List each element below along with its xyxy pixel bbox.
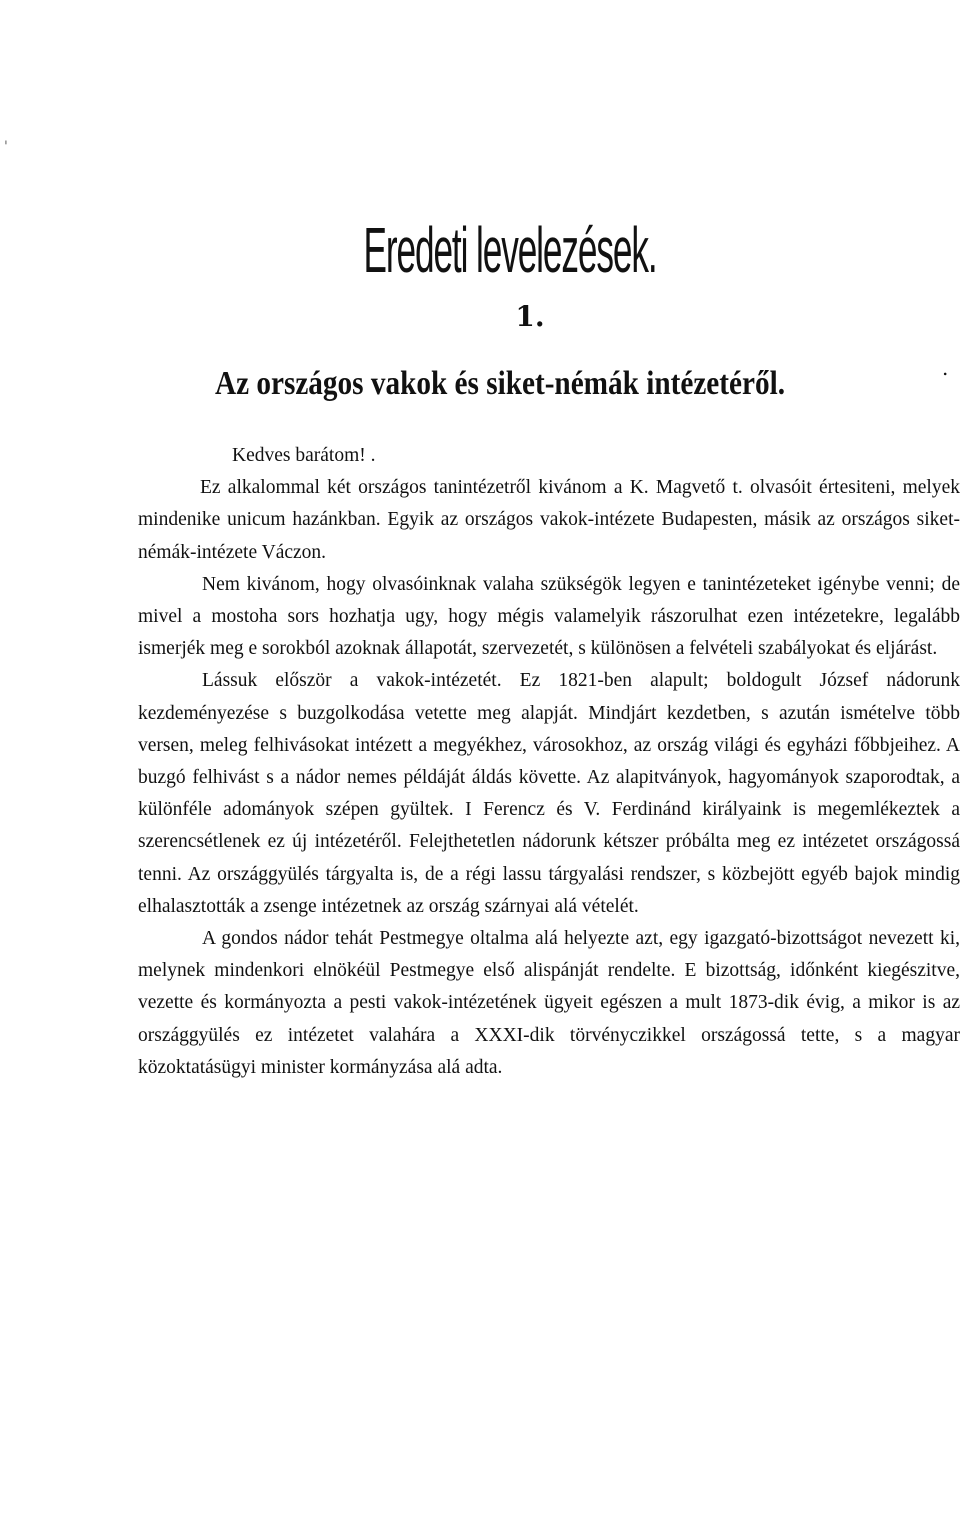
margin-mark: ' (4, 139, 8, 155)
paragraph: Nem kivánom, hogy olvasóinknak valaha szükségök legyen e tanintézeteket igénybe venni; de mivel a mostoha sors hozhatja ugy, hogy mégis valamelyik rászorulhat ezen intézetekre, legalább ismerjék meg e sorokból azoknak állapotát, szervezetét, s különösen a felvételi szabályokat és eljárást. (138, 573, 960, 660)
paragraph: A gondos nádor tehát Pestmegye oltalma alá helyezte azt, egy igazgató-bizottságot nevezett ki, melynek mindenkori elnökéül Pestmegye első alispánját rendelte. E bizottság, időnként kiegészitve, vezette és kormányozta a pesti vakok-intézetének ügyeit egészen a mult 1873-dik évig, a mikor is az országgyülés ez intézetet valahára a XXXI-dik törvényczikkel országossá tette, s a magyar közoktatásügyi minister kormányzása alá adta. (138, 928, 960, 1078)
paragraph: Ez alkalommal két országos tanintézetről kivánom a K. Magvető t. olvasóit értesiteni, melyek mindenike unicum hazánkban. Egyik az országos vakok-intézete Budapesten, másik az országos siket-némák-intézete Váczon. (138, 477, 960, 563)
section-number: 1. (515, 300, 545, 333)
paragraph: Lássuk először a vakok-intézetét. Ez 1821-ben alapult; boldogult József nádorunk kezdeményezése s buzgolkodása vetette meg alapját. Mindjárt kezdetben, s azután ismételve több versen, meleg felhivásokat intézett a megyékhez, városokhoz, az ország világi és egyházi főbbjeihez. A buzgó felhivást s a nádor nemes példáját áldás követte. Az alapitványok, hagyományok szaporodtak, a különféle adományok szépen gyültek. I Ferencz és V. Ferdinánd királyaink is megemlékeztek a szerencsétlenek ez új intézetéről. Felejthetetlen nádorunk kétszer próbálta meg ez intézetet országossá tenni. Az országgyülés tárgyalta is, de a régi lassu tárgyalási rendszer, s közbejött egyéb bajok mindig elhalasztották a zsenge intézetnek az ország szárnyai alá vételét. (138, 670, 960, 917)
stray-mark: . (942, 356, 949, 380)
section-title: Az országos vakok és siket-némák intézetéről. (214, 365, 786, 402)
main-title: Eredeti levelezések. (363, 214, 657, 286)
letter-body (138, 440, 960, 1084)
salutation: Kedves barátom! . (232, 445, 376, 466)
